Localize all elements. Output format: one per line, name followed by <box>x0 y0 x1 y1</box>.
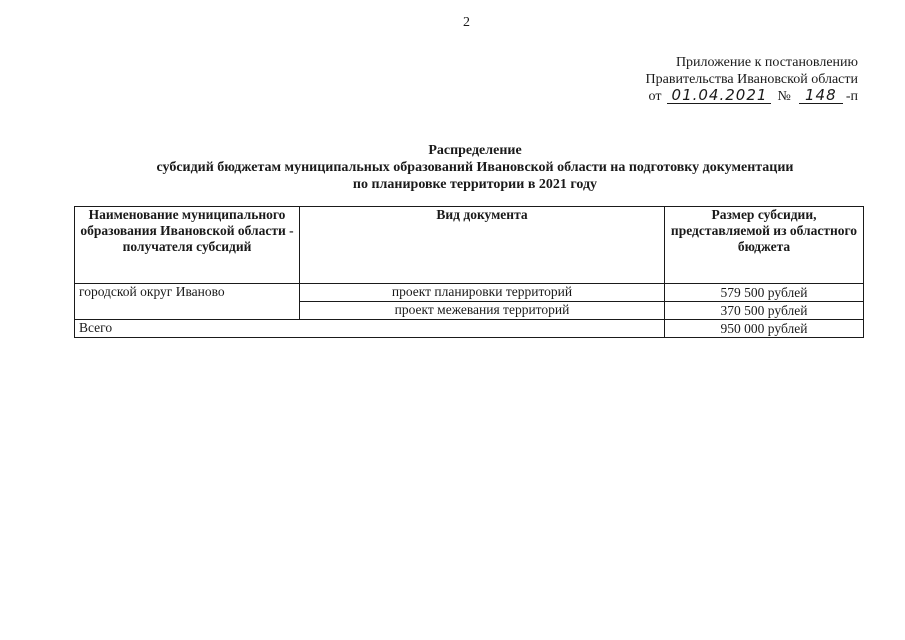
subsidy-table <box>74 206 864 338</box>
title-line-2: субсидий бюджетам муниципальных образований Ивановской области на подготовку документации <box>156 160 794 175</box>
amount-cell: 579 500 рублей <box>665 284 864 302</box>
appendix-from-label: от <box>648 89 662 104</box>
appendix-block <box>646 54 858 105</box>
amount-cell: 370 500 рублей <box>665 302 864 320</box>
total-amount: 950 000 рублей <box>665 320 864 338</box>
table-total-row <box>75 320 864 338</box>
appendix-date-row <box>646 88 858 105</box>
appendix-date: 01.04.2021 <box>667 88 771 104</box>
appendix-line-1: Приложение к постановлению <box>675 55 858 70</box>
header-municipality: Наименование муниципального образования Ивановской области - получателя субсидий <box>75 207 300 284</box>
header-subsidy-amount: Размер субсидии, представляемой из областного бюджета <box>665 207 864 284</box>
appendix-suffix: -п <box>845 89 858 104</box>
title-line-3: по планировке территории в 2021 году <box>352 177 598 192</box>
document-title <box>80 142 870 193</box>
total-label: Всего <box>75 320 665 338</box>
appendix-line-2: Правительства Ивановской области <box>645 72 858 87</box>
document-cell: проект межевания территорий <box>300 302 665 320</box>
title-line-1: Распределение <box>428 143 522 158</box>
municipality-cell: городской округ Иваново <box>75 284 300 320</box>
document-cell: проект планировки территорий <box>300 284 665 302</box>
page-number: 2 <box>463 15 470 30</box>
table-row <box>75 284 864 302</box>
appendix-number: 148 <box>799 88 843 104</box>
header-document-type: Вид документа <box>300 207 665 284</box>
appendix-number-sign: № <box>777 89 791 104</box>
table-header-row <box>75 207 864 284</box>
